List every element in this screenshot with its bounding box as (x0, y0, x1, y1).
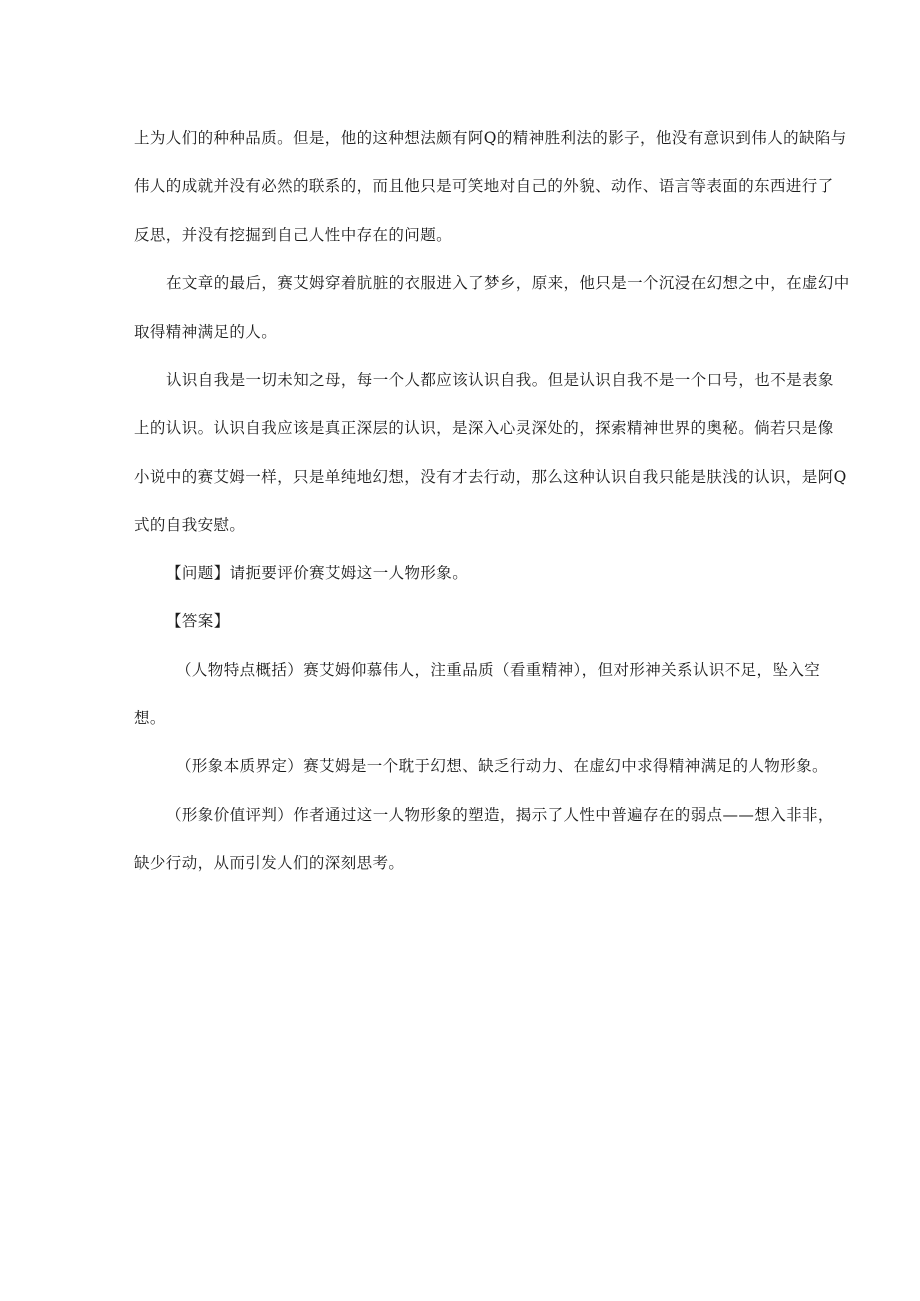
question-label: 【问题】请扼要评价赛艾姆这一人物形象。 (166, 564, 469, 582)
text-line: 认识自我是一切未知之母，每一个人都应该认识自我。但是认识自我不是一个口号，也不是表象 (166, 371, 834, 389)
answer-point: （形象价值评判）作者通过这一人物形象的塑造，揭示了人性中普遍存在的弱点——想入非非， (166, 806, 834, 824)
text-line: 缺少行动，从而引发人们的深刻思考。 (134, 854, 405, 872)
text-line: 上为人们的种种品质。但是，他的这种想法颇有阿Q的精神胜利法的影子，他没有意识到伟人的缺陷与 (134, 129, 847, 147)
text-line: 上的认识。认识自我应该是真正深层的认识，是深入心灵深处的，探索精神世界的奥秘。倘若只是像 (134, 419, 834, 437)
answer-label: 【答案】 (166, 612, 230, 630)
answer-point: （形象本质界定）赛艾姆是一个耽于幻想、缺乏行动力、在虚幻中求得精神满足的人物形象。 (176, 757, 828, 775)
text-line: 式的自我安慰。 (134, 516, 246, 534)
text-line: 想。 (134, 709, 166, 727)
text-line: 在文章的最后，赛艾姆穿着肮脏的衣服进入了梦乡，原来，他只是一个沉浸在幻想之中，在虚幻中 (166, 274, 850, 292)
text-line: 取得精神满足的人。 (134, 323, 278, 341)
text-line: 小说中的赛艾姆一样，只是单纯地幻想，没有才去行动，那么这种认识自我只能是肤浅的认识，是阿Q (134, 468, 847, 486)
answer-point: （人物特点概括）赛艾姆仰慕伟人，注重品质（看重精神），但对形神关系认识不足，坠入空 (176, 661, 821, 679)
text-line: 反思，并没有挖掘到自己人性中存在的问题。 (134, 226, 453, 244)
text-line: 伟人的成就并没有必然的联系的，而且他只是可笑地对自己的外貌、动作、语言等表面的东西进行了 (134, 177, 834, 195)
